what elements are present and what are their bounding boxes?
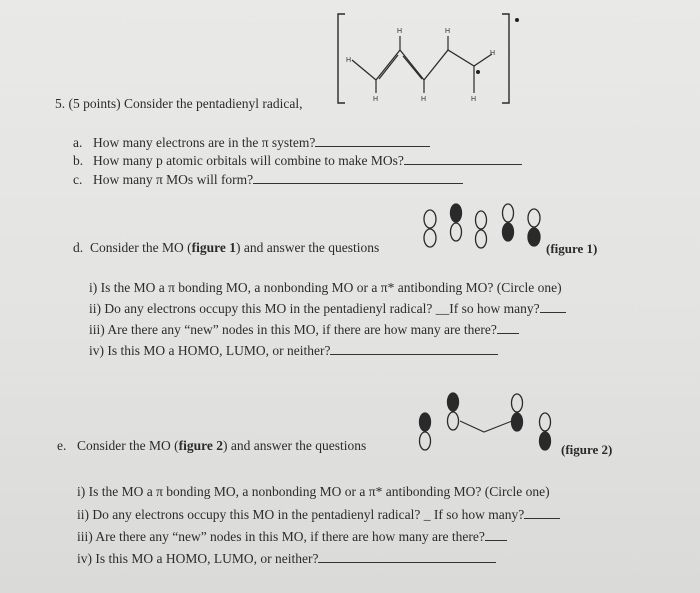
part-c-text: How many π MOs will form? [93,172,254,187]
p-orbital-5-upper [528,209,540,227]
p-orbital-2-lower [448,412,459,430]
part-b [73,153,522,169]
part-a-text: How many electrons are in the π system? [93,135,316,150]
p-orbital-1-upper [420,413,431,431]
p-orbital-5-upper [540,413,551,431]
part-letter: a. [73,135,83,150]
part-d [73,240,379,256]
radical-dot [476,70,480,74]
part-d-item-2: ii) Do any electrons occupy this MO in the pentadienyl radical? __If so how many? [89,301,566,317]
figure-1-caption: (figure 1) [546,241,598,256]
question-prompt [55,96,302,112]
question-points: (5 points) [68,96,121,111]
p-orbital-4-lower [512,413,523,431]
p-orbital-2-upper [448,393,459,411]
part-e-fig-ref: figure 2 [178,438,223,453]
h-label: H [490,50,496,57]
part-d-text-post: ) and answer the questions [236,240,380,255]
part-e-text-pre: Consider the MO ( [77,438,179,453]
figure-2-caption: (figure 2) [561,442,613,457]
p-orbital-4-upper [503,204,514,222]
h-label: H [397,28,403,35]
p-orbital-5-lower [528,228,540,246]
p-orbital-1-lower [424,229,436,247]
part-letter: d. [73,240,84,255]
h-label: H [471,96,477,103]
part-letter: b. [73,153,84,168]
question-number: 5. [55,96,66,111]
p-orbital-4-upper [512,394,523,412]
h-label: H [445,28,451,35]
part-d-item-4: iv) Is this MO a HOMO, LUMO, or neither? [89,343,498,359]
part-e-item-2: ii) Do any electrons occupy this MO in the pentadienyl radical? _ If so how many? [77,507,560,523]
p-orbital-3-upper [476,211,487,229]
answer-blank-e-iii[interactable] [485,529,507,541]
answer-blank-d-iv[interactable] [330,343,498,355]
part-e-item-1: i) Is the MO a π bonding MO, a nonbonding MO or a π* antibonding MO? (Circle one) [77,484,550,499]
part-a [73,135,430,151]
part-letter: e. [57,438,67,453]
p-orbital-4-lower [503,223,514,241]
h-label: H [346,57,352,64]
part-e-item-3: iii) Are there any “new” nodes in this MO, if there are how many are there? [77,529,507,545]
h-label: H [373,96,379,103]
part-d-item-1: i) Is the MO a π bonding MO, a nonbonding MO or a π* antibonding MO? (Circle one) [89,280,562,295]
part-e-text-post: ) and answer the questions [223,438,367,453]
p-orbital-1-lower [420,432,431,450]
part-letter: c. [73,172,83,187]
part-e-item-4: iv) Is this MO a HOMO, LUMO, or neither? [77,551,496,567]
answer-blank-d-iii[interactable] [497,322,519,334]
answer-blank-c[interactable] [253,172,463,184]
answer-blank-b[interactable] [404,153,522,165]
part-c [73,172,463,188]
h-label: H [421,96,427,103]
p-orbital-1-upper [424,210,436,228]
p-orbital-2-lower [451,223,462,241]
question-text: Consider the pentadienyl radical, [124,96,303,111]
part-b-text: How many p atomic orbitals will combine to make MOs? [93,153,404,168]
part-d-fig-ref: figure 1 [191,240,236,255]
p-orbital-3-lower [476,230,487,248]
answer-blank-d-ii[interactable] [540,301,566,313]
part-d-item-3: iii) Are there any “new” nodes in this MO, if there are how many are there? [89,322,519,338]
part-e [57,438,366,454]
answer-blank-e-ii[interactable] [524,507,560,519]
part-d-text-pre: Consider the MO ( [90,240,192,255]
bracket-radical-dot [515,18,519,22]
answer-blank-e-iv[interactable] [318,551,496,563]
answer-blank-a[interactable] [315,135,430,147]
p-orbital-2-upper [451,204,462,222]
p-orbital-5-lower [540,432,551,450]
